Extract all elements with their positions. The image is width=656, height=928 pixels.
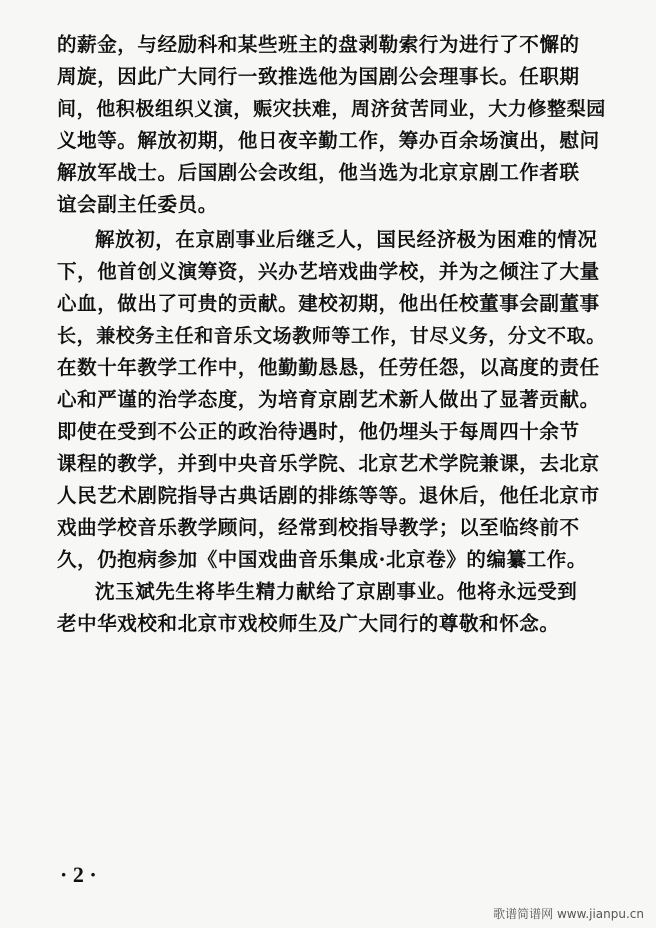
text-line: 的薪金，与经励科和某些班主的盘剥勒索行为进行了不懈的 xyxy=(57,33,580,56)
text-line: 即使在受到不公正的政治待遇时，他仍埋头于每周四十余节 xyxy=(57,420,580,443)
text-line: 心和严谨的治学态度，为培育京剧艺术新人做出了显著贡献。 xyxy=(57,388,600,411)
text-line: 周旋，因此广大同行一致推选他为国剧公会理事长。任职期 xyxy=(57,65,580,88)
text-line: 解放初，在京剧事业后继乏人，国民经济极为困难的情况 xyxy=(95,228,598,251)
text-line: 沈玉斌先生将毕生精力献给了京剧事业。他将永远受到 xyxy=(95,580,578,603)
text-line: 义地等。解放初期，他日夜辛勤工作，筹办百余场演出，慰问 xyxy=(57,129,600,152)
text-line: 谊会副主任委员。 xyxy=(57,193,218,216)
text-line: 间，他积极组织义演，赈灾扶难，周济贫苦同业，大力修整梨园 xyxy=(57,98,606,120)
text-line: 解放军战士。后国剧公会改组，他当选为北京京剧工作者联 xyxy=(57,161,580,184)
text-line: 老中华戏校和北京市戏校师生及广大同行的尊敬和怀念。 xyxy=(57,612,560,635)
watermark-text: 歌谱简谱网 www.jianpu.cn xyxy=(493,907,644,921)
text-line: 心血，做出了可贵的贡献。建校初期，他出任校董事会副董事 xyxy=(57,292,600,315)
text-line: 人民艺术剧院指导古典话剧的排练等等。退休后，他任北京市 xyxy=(57,484,600,507)
text-line: 下，他首创义演筹资，兴办艺培戏曲学校，并为之倾注了大量 xyxy=(57,260,600,283)
text-line: 戏曲学校音乐教学顾问，经常到校指导教学；以至临终前不 xyxy=(57,516,580,539)
text-line: 久，仍抱病参加《中国戏曲音乐集成·北京卷》的编纂工作。 xyxy=(57,548,587,571)
text-line: 长，兼校务主任和音乐文场教师等工作，甘尽义务，分文不取。 xyxy=(57,325,606,347)
text-line: 课程的教学，并到中央音乐学院、北京艺术学院兼课，去北京 xyxy=(57,452,600,475)
text-line: 在数十年教学工作中，他勤勤恳恳，任劳任怨，以高度的责任 xyxy=(57,356,600,379)
page-number: · 2 · xyxy=(60,862,97,887)
